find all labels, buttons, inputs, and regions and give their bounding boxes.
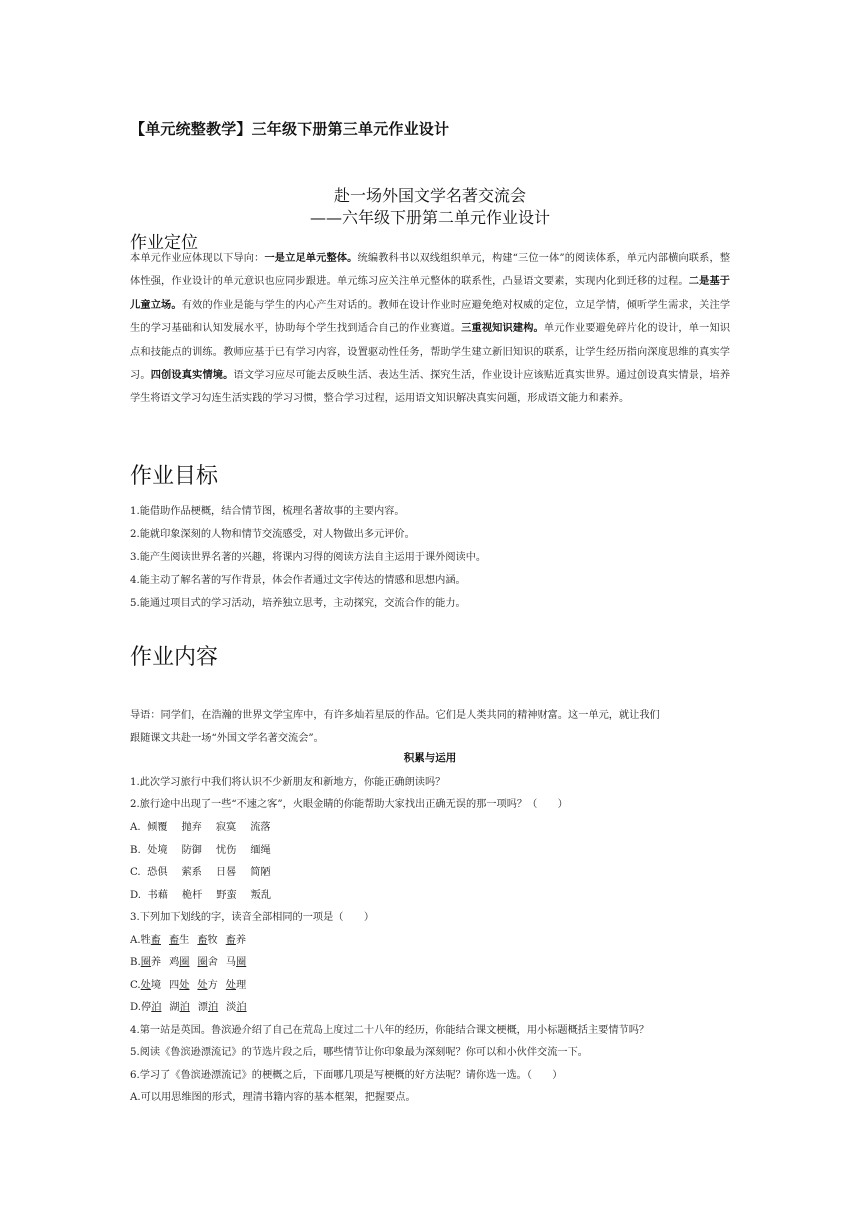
word-char: 湖 xyxy=(169,1002,180,1013)
q6-option-a: A.可以用思维图的形式，理清书籍内容的基本框架，把握要点。 xyxy=(130,1092,416,1103)
positioning-text: 本单元作业应体现以下导向： xyxy=(130,253,265,264)
goal-item: 2.能就印象深刻的人物和情节交流感受，对人物做出多元评价。 xyxy=(130,529,415,540)
q2-option-d xyxy=(130,886,750,901)
positioning-point-3: 三重视知识建构。 xyxy=(461,323,544,335)
q3-option-d xyxy=(130,998,750,1013)
question-1: 1.此次学习旅行中我们将认识不少新朋友和新地方，你能正确朗读吗？ xyxy=(130,777,446,788)
main-subtitle: ——六年级下册第二单元作业设计 xyxy=(309,208,550,227)
option-word: 倾覆 xyxy=(147,822,168,833)
word-char: 马 xyxy=(225,957,237,968)
content-heading: 作业内容 xyxy=(130,645,219,670)
underlined-char: 泊 xyxy=(236,1002,247,1013)
underlined-char: 泊 xyxy=(151,1002,162,1013)
underlined-char: 畜 xyxy=(150,935,161,946)
positioning-text: 有效的作业是能与学生的内心产生对话的。教师在设计作业时应避免绝对权威的定位，立足学情，倾听学生需求，关注学生的学习基础和认知发展水平，协助每个学生找到适合自己的作业赛道。 xyxy=(130,299,731,335)
option-word: 野蛮 xyxy=(216,890,237,901)
underlined-char: 处 xyxy=(140,980,151,991)
intro-line: 跟随课文共赴一场“外国文学名著交流会”。 xyxy=(130,733,324,744)
goal-item: 3.能产生阅读世界名著的兴趣，将课内习得的阅读方法自主运用于课外阅读中。 xyxy=(130,552,487,563)
option-word: 处境 xyxy=(147,845,168,856)
q2-option-c xyxy=(130,863,750,878)
word-char: 停 xyxy=(141,1002,152,1013)
option-label: B. xyxy=(130,957,141,968)
option-word: 抛弃 xyxy=(181,822,202,833)
goal-item: 4.能主动了解名著的写作背景，体会作者通过文字传达的情感和思想内涵。 xyxy=(130,575,466,586)
positioning-text: 单元作业要避免碎片化的设计，单一知识点和技能点的训练。教师应基于已有学习内容，设置驱动性任务，帮助学生建立新旧知识的联系，让学生经历指向深度思维的真实学习。 xyxy=(130,323,731,382)
word-char: 牲 xyxy=(140,935,151,946)
goal-item: 1.能借助作品梗概，结合情节图，梳理名著故事的主要内容。 xyxy=(130,506,405,517)
positioning-heading: 作业定位 xyxy=(130,233,198,253)
word-char: 漂 xyxy=(197,1002,208,1013)
option-word: 叛乱 xyxy=(250,890,272,901)
word-char: 舍 xyxy=(207,957,218,968)
question-6: 6.学习了《鲁滨逊漂流记》的梗概之后，下面哪几项是写梗概的好方法呢？请你选一选。（ ） xyxy=(130,1070,563,1081)
q2-option-b xyxy=(130,841,750,856)
option-label: B. xyxy=(130,845,141,856)
underlined-char: 畜 xyxy=(225,935,236,946)
option-label: A. xyxy=(130,822,141,833)
option-word: 忧伤 xyxy=(215,845,237,856)
option-label: D. xyxy=(130,890,142,901)
question-4: 4.第一站是英国。鲁滨逊介绍了自己在荒岛上度过二十八年的经历，你能结合课文梗概，用小标题概括主要情节吗？ xyxy=(130,1025,650,1036)
option-word: 防御 xyxy=(181,845,202,856)
document-title: 【单元统整教学】三年级下册第三单元作业设计 xyxy=(130,121,450,138)
word-char: 牧 xyxy=(207,935,218,946)
option-word: 寂寞 xyxy=(215,822,237,833)
q3-option-c xyxy=(130,976,750,991)
word-char: 淡 xyxy=(226,1002,237,1013)
positioning-point-4: 四创设真实情境。 xyxy=(150,370,234,382)
option-label: C. xyxy=(130,867,141,878)
goal-item: 5.能通过项目式的学习活动，培养独立思考，主动探究，交流合作的能力。 xyxy=(130,598,466,609)
word-char: 理 xyxy=(235,980,247,991)
word-char: 养 xyxy=(150,957,162,968)
underlined-char: 泊 xyxy=(207,1002,219,1013)
q2-option-a xyxy=(130,818,750,833)
option-word: 萦系 xyxy=(181,867,202,878)
word-char: 四 xyxy=(169,980,180,991)
underlined-char: 处 xyxy=(225,980,236,991)
option-word: 简陋 xyxy=(250,867,271,878)
underlined-char: 处 xyxy=(197,980,208,991)
positioning-point-1: 一是立足单元整体。 xyxy=(264,253,358,264)
positioning-text: 语文学习应尽可能去反映生活、表达生活、探究生活，作业设计应该贴近真实世界。通过创设真实情景，培养学生将语文学习勾连生活实践的学习习惯，整合学习过程，运用语文知识解决真实问题，形成语文能力和素养。 xyxy=(130,370,731,405)
option-label: A. xyxy=(130,935,141,946)
option-word: 桅杆 xyxy=(181,890,203,901)
option-label: C. xyxy=(130,980,141,991)
goals-heading: 作业目标 xyxy=(130,464,219,489)
word-char: 方 xyxy=(207,980,218,991)
question-2: 2.旅行途中出现了一些“不速之客”，火眼金睛的你能帮助大家找出正确无误的那一项吗？（ ） xyxy=(130,799,568,810)
question-3: 3.下列加下划线的字，读音全部相同的一项是（ ） xyxy=(130,912,375,923)
word-char: 生 xyxy=(179,935,190,946)
word-char: 养 xyxy=(235,935,247,946)
option-word: 书藉 xyxy=(147,890,168,901)
underlined-char: 畜 xyxy=(197,935,208,946)
question-5: 5.阅读《鲁滨逊漂流记》的节选片段之后，哪些情节让你印象最为深刻呢？你可以和小伙伴交流一下。 xyxy=(130,1047,588,1058)
option-word: 恐俱 xyxy=(147,867,168,878)
underlined-char: 圈 xyxy=(179,957,190,968)
underlined-char: 处 xyxy=(179,980,190,991)
positioning-paragraph xyxy=(130,247,730,411)
option-word: 日晷 xyxy=(215,867,237,878)
underlined-char: 畜 xyxy=(168,935,180,946)
option-label: D. xyxy=(130,1002,142,1013)
main-title: 赴一场外国文学名著交流会 xyxy=(333,186,526,205)
word-char: 境 xyxy=(150,980,162,991)
underlined-char: 圈 xyxy=(197,957,208,968)
word-char: 鸡 xyxy=(169,957,180,968)
section-subheading: 积累与运用 xyxy=(403,752,457,764)
underlined-char: 圈 xyxy=(236,957,247,968)
q3-option-b xyxy=(130,953,750,968)
option-word: 缅绳 xyxy=(250,845,271,856)
underlined-char: 泊 xyxy=(179,1002,190,1013)
q3-option-a xyxy=(130,931,750,946)
intro-line: 导语：同学们，在浩瀚的世界文学宝库中，有许多灿若星辰的作品。它们是人类共同的精神财富。这一单元，就让我们 xyxy=(130,710,660,721)
positioning-text: 统编教科书以双线组织单元，构建“三位一体”的阅读体系，单元内部横向联系，整体性强，作业设计的单元意识也应同步跟进。单元练习应关注单元整体的联系性，凸显语文要素，实现内化到迁移的过程。 xyxy=(130,253,731,288)
option-word: 流落 xyxy=(250,822,271,833)
positioning-point-2: 二是基于儿童立场。 xyxy=(130,276,730,311)
underlined-char: 圈 xyxy=(140,957,151,968)
